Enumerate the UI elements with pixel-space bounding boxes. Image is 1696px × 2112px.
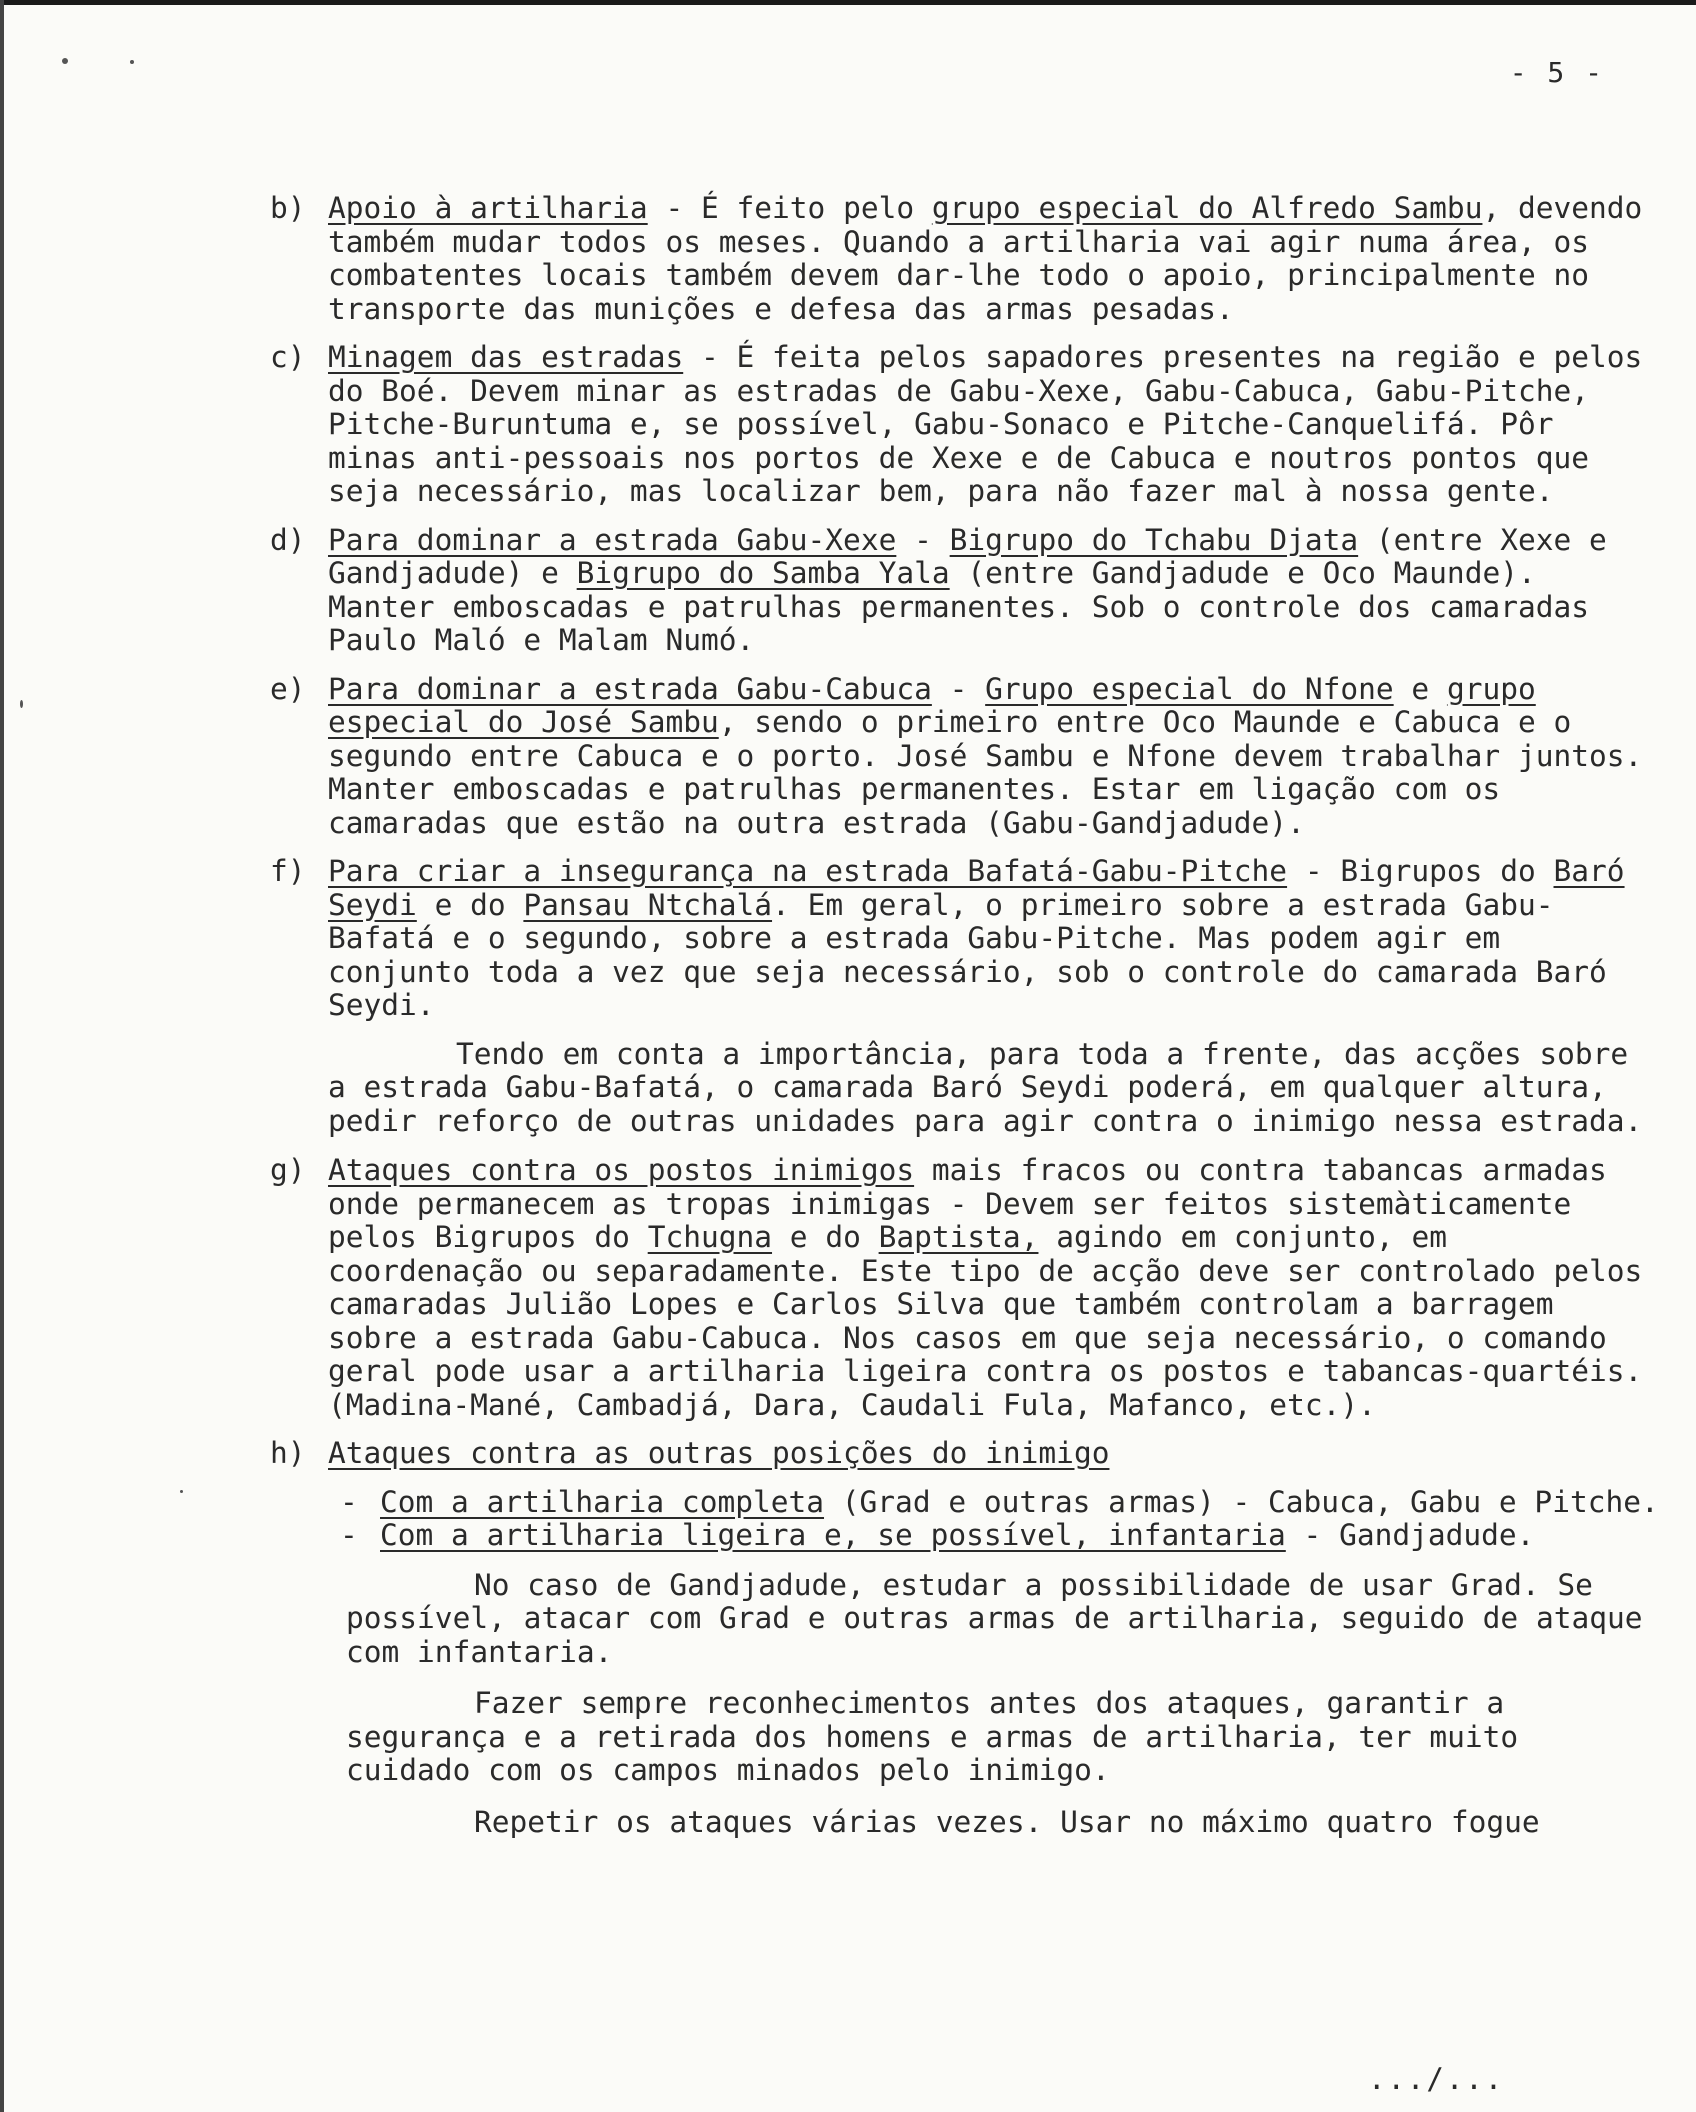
text-run: - Gandjadude. — [1285, 1518, 1535, 1552]
text-run: - Bigrupos do — [1287, 854, 1554, 888]
text-run: - É feita pelos sapadores presentes na região e pelos do Boé. Devem minar as estradas de Gabu-Xexe, Gabu-Cabuca, Gabu-Pitche, Pitche-Buruntuma e, se possível, Gabu-Sonaco e Pitche-Canquelifá. Pôr minas anti-pessoais nos portos de Xexe e de Cabuca e noutros pontos que seja necessário, mas localizar bem, para não fazer mal à nossa gente. — [328, 340, 1643, 508]
dash-list-item — [340, 1486, 1660, 1520]
item-label: e) — [270, 671, 306, 706]
underlined-name: Grupo especial do Nfone — [985, 671, 1394, 706]
item-text — [328, 673, 1660, 841]
list-item — [270, 855, 1660, 1023]
underlined-name: grupo especial do José Sambu — [328, 671, 1536, 739]
list-item — [270, 673, 1660, 841]
item-label: h) — [270, 1436, 306, 1470]
underlined-name: Pansau Ntchalá — [523, 887, 773, 922]
item-label: f) — [270, 854, 306, 888]
underlined-name: Baptista, — [878, 1220, 1039, 1254]
text-run: e do — [416, 887, 524, 922]
text-run: - — [931, 671, 986, 706]
item-label: c) — [270, 340, 306, 374]
item-heading: Ataques contra as outras posições do inimigo — [328, 1436, 1110, 1470]
item-text — [328, 341, 1660, 509]
dash-list — [340, 1486, 1660, 1553]
item-text — [328, 1437, 1660, 1471]
text-run: , sendo o primeiro entre Oco Maunde e Cabuca e o segundo entre Cabuca e o porto. José Sambu e Nfone devem trabalhar juntos. Manter emboscadas e patrulhas permanentes. Estar em ligação com os camaradas que estão na outra estrada (Gabu-Gandjadude). — [328, 705, 1643, 840]
text-run: . Em geral, o primeiro sobre a estrada Gabu-Bafatá e o segundo, sobre a estrada Gabu-Pitche. Mas podem agir em conjunto toda a vez que seja necessário, sob o controle do camarada Baró Seydi. — [328, 887, 1607, 1022]
text-run: - É feito pelo — [647, 191, 932, 225]
page-left-edge — [0, 0, 4, 2112]
scan-speck — [20, 700, 23, 708]
dash-list-item — [340, 1519, 1660, 1553]
item-label: b) — [270, 191, 306, 225]
dash-bullet: - — [340, 1518, 358, 1552]
scan-speck — [180, 1490, 183, 1493]
paragraph: No caso de Gandjadude, estudar a possibilidade de usar Grad. Se possível, atacar com Grad e outras armas de artilharia, seguido de ataque com infantaria. — [346, 1567, 1643, 1669]
paragraph: Repetir os ataques várias vezes. Usar no máximo quatro foguе — [474, 1804, 1540, 1839]
list-item — [270, 341, 1660, 509]
list-item — [270, 192, 1660, 326]
text-run: mais fracos ou contra tabancas armadas onde permanecem as tropas inimigas - Devem ser feitos sistemàticamente pelos Bigrupos do — [328, 1153, 1607, 1254]
underlined-name: Tchugna — [647, 1220, 773, 1254]
item-heading: Para dominar a estrada Gabu-Xexe — [328, 522, 897, 557]
text-run: e do — [772, 1220, 879, 1254]
dash-text — [380, 1486, 1659, 1520]
item-heading: Para criar a insegurança na estrada Bafatá-Gabu-Pitche — [328, 854, 1288, 888]
underlined-name: grupo especial do Alfredo Sambu — [931, 191, 1483, 225]
document-body — [270, 192, 1660, 1857]
item-heading: Para dominar a estrada Gabu-Cabuca — [328, 671, 932, 706]
continuation-mark: .../... — [1368, 2062, 1505, 2096]
paragraph: Tendo em conta a importância, para toda a frente, das acções sobre a estrada Gabu-Bafatá, o camarada Baró Seydi poderá, em qualquer altura, pedir reforço de outras unidades para agir contra o inimigo nessa estrada. — [328, 1036, 1643, 1138]
dash-heading: Com a artilharia ligeira e, se possível, infantaria — [380, 1518, 1286, 1552]
underlined-name: Baró Seydi — [328, 854, 1625, 922]
text-run: (Grad e outras armas) - Cabuca, Gabu e Pitche. — [824, 1484, 1659, 1519]
item-label: d) — [270, 522, 306, 557]
scan-speck — [130, 60, 134, 64]
underlined-name: Bigrupo do Tchabu Djata — [949, 522, 1359, 557]
text-run: agindo em conjunto, em coordenação ou separadamente. Este tipo de acção deve ser controlado pelos camaradas Julião Lopes e Carlos Silva que também controlam a barragem sobre a estrada Gabu-Cabuca. Nos casos em que seja necessário, o comando geral pode usar a artilharia ligeira contra os postos e tabancas-quartéis. (Madina-Mané, Cambadjá, Dara, Caudali Fula, Mafanco, etc.). — [328, 1220, 1643, 1422]
text-run: , devendo também mudar todos os meses. Quando a artilharia vai agir numa área, os combatentes locais também devem dar-lhe todo o apoio, principalmente no transporte das munições e defesa das armas pesadas. — [328, 191, 1643, 326]
text-run: (entre Gandjadude e Oco Maunde). Manter emboscadas e patrulhas permanentes. Sob o controle dos camaradas Paulo Maló e Malam Numó. — [328, 556, 1589, 657]
list-item — [270, 1437, 1660, 1471]
dash-bullet: - — [340, 1484, 358, 1519]
item-heading: Minagem das estradas — [328, 340, 684, 374]
list-item — [270, 1154, 1660, 1422]
item-text — [328, 855, 1660, 1023]
text-run: - — [896, 522, 950, 557]
item-heading: Apoio à artilharia — [328, 191, 648, 225]
underlined-name: Bigrupo do Samba Yala — [576, 556, 950, 590]
dash-heading: Com a artilharia completa — [380, 1484, 825, 1519]
item-text — [328, 1154, 1660, 1422]
scan-speck — [62, 58, 68, 64]
item-label: g) — [270, 1153, 306, 1187]
item-heading: Ataques contra os postos inimigos — [328, 1153, 915, 1187]
text-run: e — [1393, 671, 1447, 706]
text-run: (entre Xexe e Gandjadude) e — [328, 522, 1607, 590]
paragraph: Fazer sempre reconhecimentos antes dos ataques, garantir a segurança e a retirada dos homens e armas de artilharia, ter muito cuidado com os campos minados pelo inimigo. — [346, 1686, 1519, 1787]
page-top-edge — [0, 0, 1696, 5]
item-text — [328, 524, 1660, 658]
dash-text — [380, 1519, 1534, 1553]
list-item — [270, 524, 1660, 658]
page-number: - 5 - — [1509, 56, 1604, 89]
item-text — [328, 192, 1660, 326]
